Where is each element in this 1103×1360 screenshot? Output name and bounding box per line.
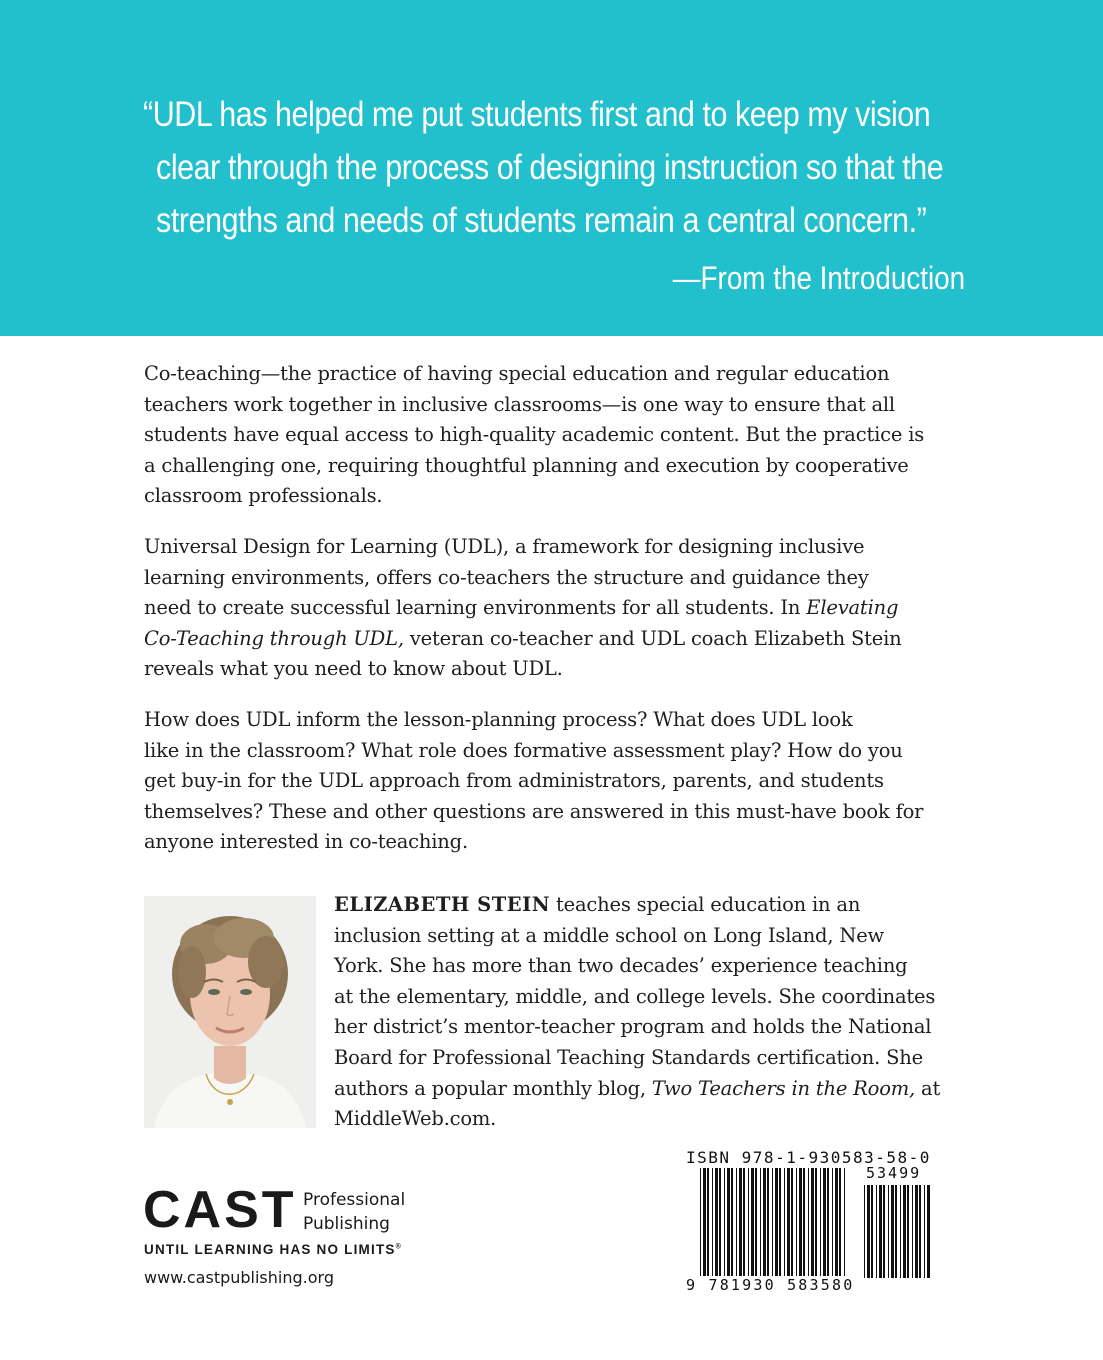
barcode-bar xyxy=(912,1185,913,1278)
barcode-bar xyxy=(844,1168,845,1278)
barcode-bar xyxy=(772,1168,773,1278)
publisher-tagline xyxy=(144,1242,402,1257)
text-span: veteran co-teacher and UDL coach Elizabeth Stein xyxy=(403,626,902,650)
barcode-bar xyxy=(700,1168,701,1278)
barcode-bar xyxy=(867,1185,870,1278)
barcode-bar xyxy=(871,1185,873,1278)
barcode-addon-digits: 53499 xyxy=(866,1164,922,1182)
text-line xyxy=(334,890,974,921)
barcode-bar xyxy=(815,1168,817,1278)
text-line: themselves? These and other questions are answered in this must-have book for xyxy=(144,799,924,823)
barcode-bar xyxy=(739,1168,742,1278)
barcode-bar xyxy=(883,1185,885,1278)
barcode-bar xyxy=(903,1185,906,1278)
text-span: need to create successful learning environments for all students. In xyxy=(144,596,807,620)
text-line: How does UDL inform the lesson-planning process? What does UDL look xyxy=(144,708,853,731)
barcode-bar xyxy=(835,1168,838,1278)
barcode-bar xyxy=(743,1168,745,1278)
barcode-digits: 9 781930 583580 xyxy=(686,1276,855,1294)
text-line: reveals what you need to know about UDL. xyxy=(144,657,563,681)
barcode-bar xyxy=(832,1168,833,1278)
author-portrait-illustration xyxy=(144,896,316,1128)
isbn-label: ISBN 978-1-930583-58-0 xyxy=(686,1148,931,1167)
barcode-bar xyxy=(784,1168,785,1278)
quote-line: clear through the process of designing instruction so that the xyxy=(156,148,944,187)
barcode-bar xyxy=(864,1185,865,1278)
publisher-sub-1: Professional xyxy=(303,1190,406,1210)
barcode-bar xyxy=(799,1168,802,1278)
barcode-bar xyxy=(767,1168,769,1278)
quote-line: “UDL has helped me put students first and to keep my vision xyxy=(143,95,931,134)
text-line: her district’s mentor-teacher program and holds the National xyxy=(334,1015,932,1039)
blog-title-italic: Two Teachers in the Room, xyxy=(651,1076,916,1100)
tagline-text: UNTIL LEARNING HAS NO LIMITS xyxy=(144,1242,396,1257)
text-span: teaches special education in an xyxy=(550,893,861,916)
barcode-bar xyxy=(796,1168,797,1278)
barcode-bar xyxy=(724,1168,725,1278)
barcode-bar xyxy=(915,1185,918,1278)
barcode-bar xyxy=(779,1168,781,1278)
barcode-bar xyxy=(751,1168,754,1278)
barcode-bar xyxy=(787,1168,790,1278)
text-line: get buy-in for the UDL approach from administrators, parents, and students xyxy=(144,769,884,793)
quote-line: strengths and needs of students remain a central concern.” xyxy=(156,201,927,240)
text-line: Board for Professional Teaching Standards certification. She xyxy=(334,1045,923,1069)
barcode-bar xyxy=(763,1168,766,1278)
text-line: classroom professionals. xyxy=(144,484,383,508)
text-line: a challenging one, requiring thoughtful planning and execution by cooperative xyxy=(144,453,909,477)
barcode-bar xyxy=(719,1168,721,1278)
barcode-bar xyxy=(823,1168,826,1278)
text-line: like in the classroom? What role does formative assessment play? How do you xyxy=(144,738,903,762)
quote-attribution: —From the Introduction xyxy=(672,260,965,296)
text-line: York. She has more than two decades’ experience teaching xyxy=(334,954,908,978)
author-bio xyxy=(334,890,974,1135)
text-line: inclusion setting at a middle school on Long Island, New xyxy=(334,923,885,947)
text-line: anyone interested in co-teaching. xyxy=(144,830,468,854)
text-line: learning environments, offers co-teachers the structure and guidance they xyxy=(144,565,869,589)
text-span: at xyxy=(915,1076,941,1100)
text-line: students have equal access to high-quality academic content. But the practice is xyxy=(144,423,925,447)
registered-mark: ® xyxy=(395,1243,402,1251)
author-photo xyxy=(144,896,316,1128)
barcode-bar xyxy=(755,1168,757,1278)
pull-quote xyxy=(143,88,944,247)
description-paragraph-1 xyxy=(144,359,964,512)
barcode-bar xyxy=(839,1168,841,1278)
barcode-bar xyxy=(712,1168,713,1278)
book-title-italic: Co-Teaching through UDL, xyxy=(144,626,404,650)
barcode-bar xyxy=(895,1185,897,1278)
author-name: ELIZABETH STEIN xyxy=(334,893,551,916)
text-line xyxy=(144,593,964,624)
barcode-bar xyxy=(731,1168,733,1278)
barcode-bar xyxy=(808,1168,809,1278)
barcode-bar xyxy=(727,1168,730,1278)
barcode-bar xyxy=(803,1168,805,1278)
description-paragraph-3 xyxy=(144,705,964,858)
barcode-bar xyxy=(876,1185,877,1278)
barcode-bar xyxy=(748,1168,749,1278)
barcode-bar xyxy=(811,1168,814,1278)
barcode-bar xyxy=(791,1168,793,1278)
barcode-addon xyxy=(862,1185,934,1278)
barcode-bar xyxy=(879,1185,882,1278)
barcode-bar xyxy=(760,1168,761,1278)
text-line xyxy=(144,624,964,655)
barcode-bar xyxy=(924,1185,925,1278)
text-line: Co-teaching—the practice of having special education and regular education xyxy=(144,362,890,385)
barcode-bar xyxy=(775,1168,778,1278)
text-span: authors a popular monthly blog, xyxy=(334,1076,652,1100)
barcode-bar xyxy=(736,1168,737,1278)
publisher-logo: CAST xyxy=(143,1181,297,1239)
publisher-website: www.castpublishing.org xyxy=(144,1268,334,1287)
description-paragraph-2 xyxy=(144,532,964,685)
book-title-italic: Elevating xyxy=(806,596,899,620)
text-line xyxy=(334,1074,974,1105)
barcode-bar xyxy=(888,1185,889,1278)
barcode-bar xyxy=(907,1185,909,1278)
barcode-bar xyxy=(900,1185,901,1278)
publisher-sub-2: Publishing xyxy=(303,1214,390,1234)
barcode-bar xyxy=(715,1168,718,1278)
text-line: teachers work together in inclusive classrooms—is one way to ensure that all xyxy=(144,392,895,416)
barcode-bar xyxy=(707,1168,709,1278)
barcode-bar xyxy=(891,1185,894,1278)
barcode-bar xyxy=(703,1168,706,1278)
barcode-bar xyxy=(919,1185,921,1278)
barcode-bar xyxy=(927,1185,930,1278)
text-line: Universal Design for Learning (UDL), a framework for designing inclusive xyxy=(144,535,865,558)
text-line: MiddleWeb.com. xyxy=(334,1107,497,1131)
text-line: at the elementary, middle, and college levels. She coordinates xyxy=(334,984,936,1008)
barcode-main xyxy=(698,1168,850,1278)
barcode-bar xyxy=(820,1168,821,1278)
barcode-bar xyxy=(827,1168,829,1278)
